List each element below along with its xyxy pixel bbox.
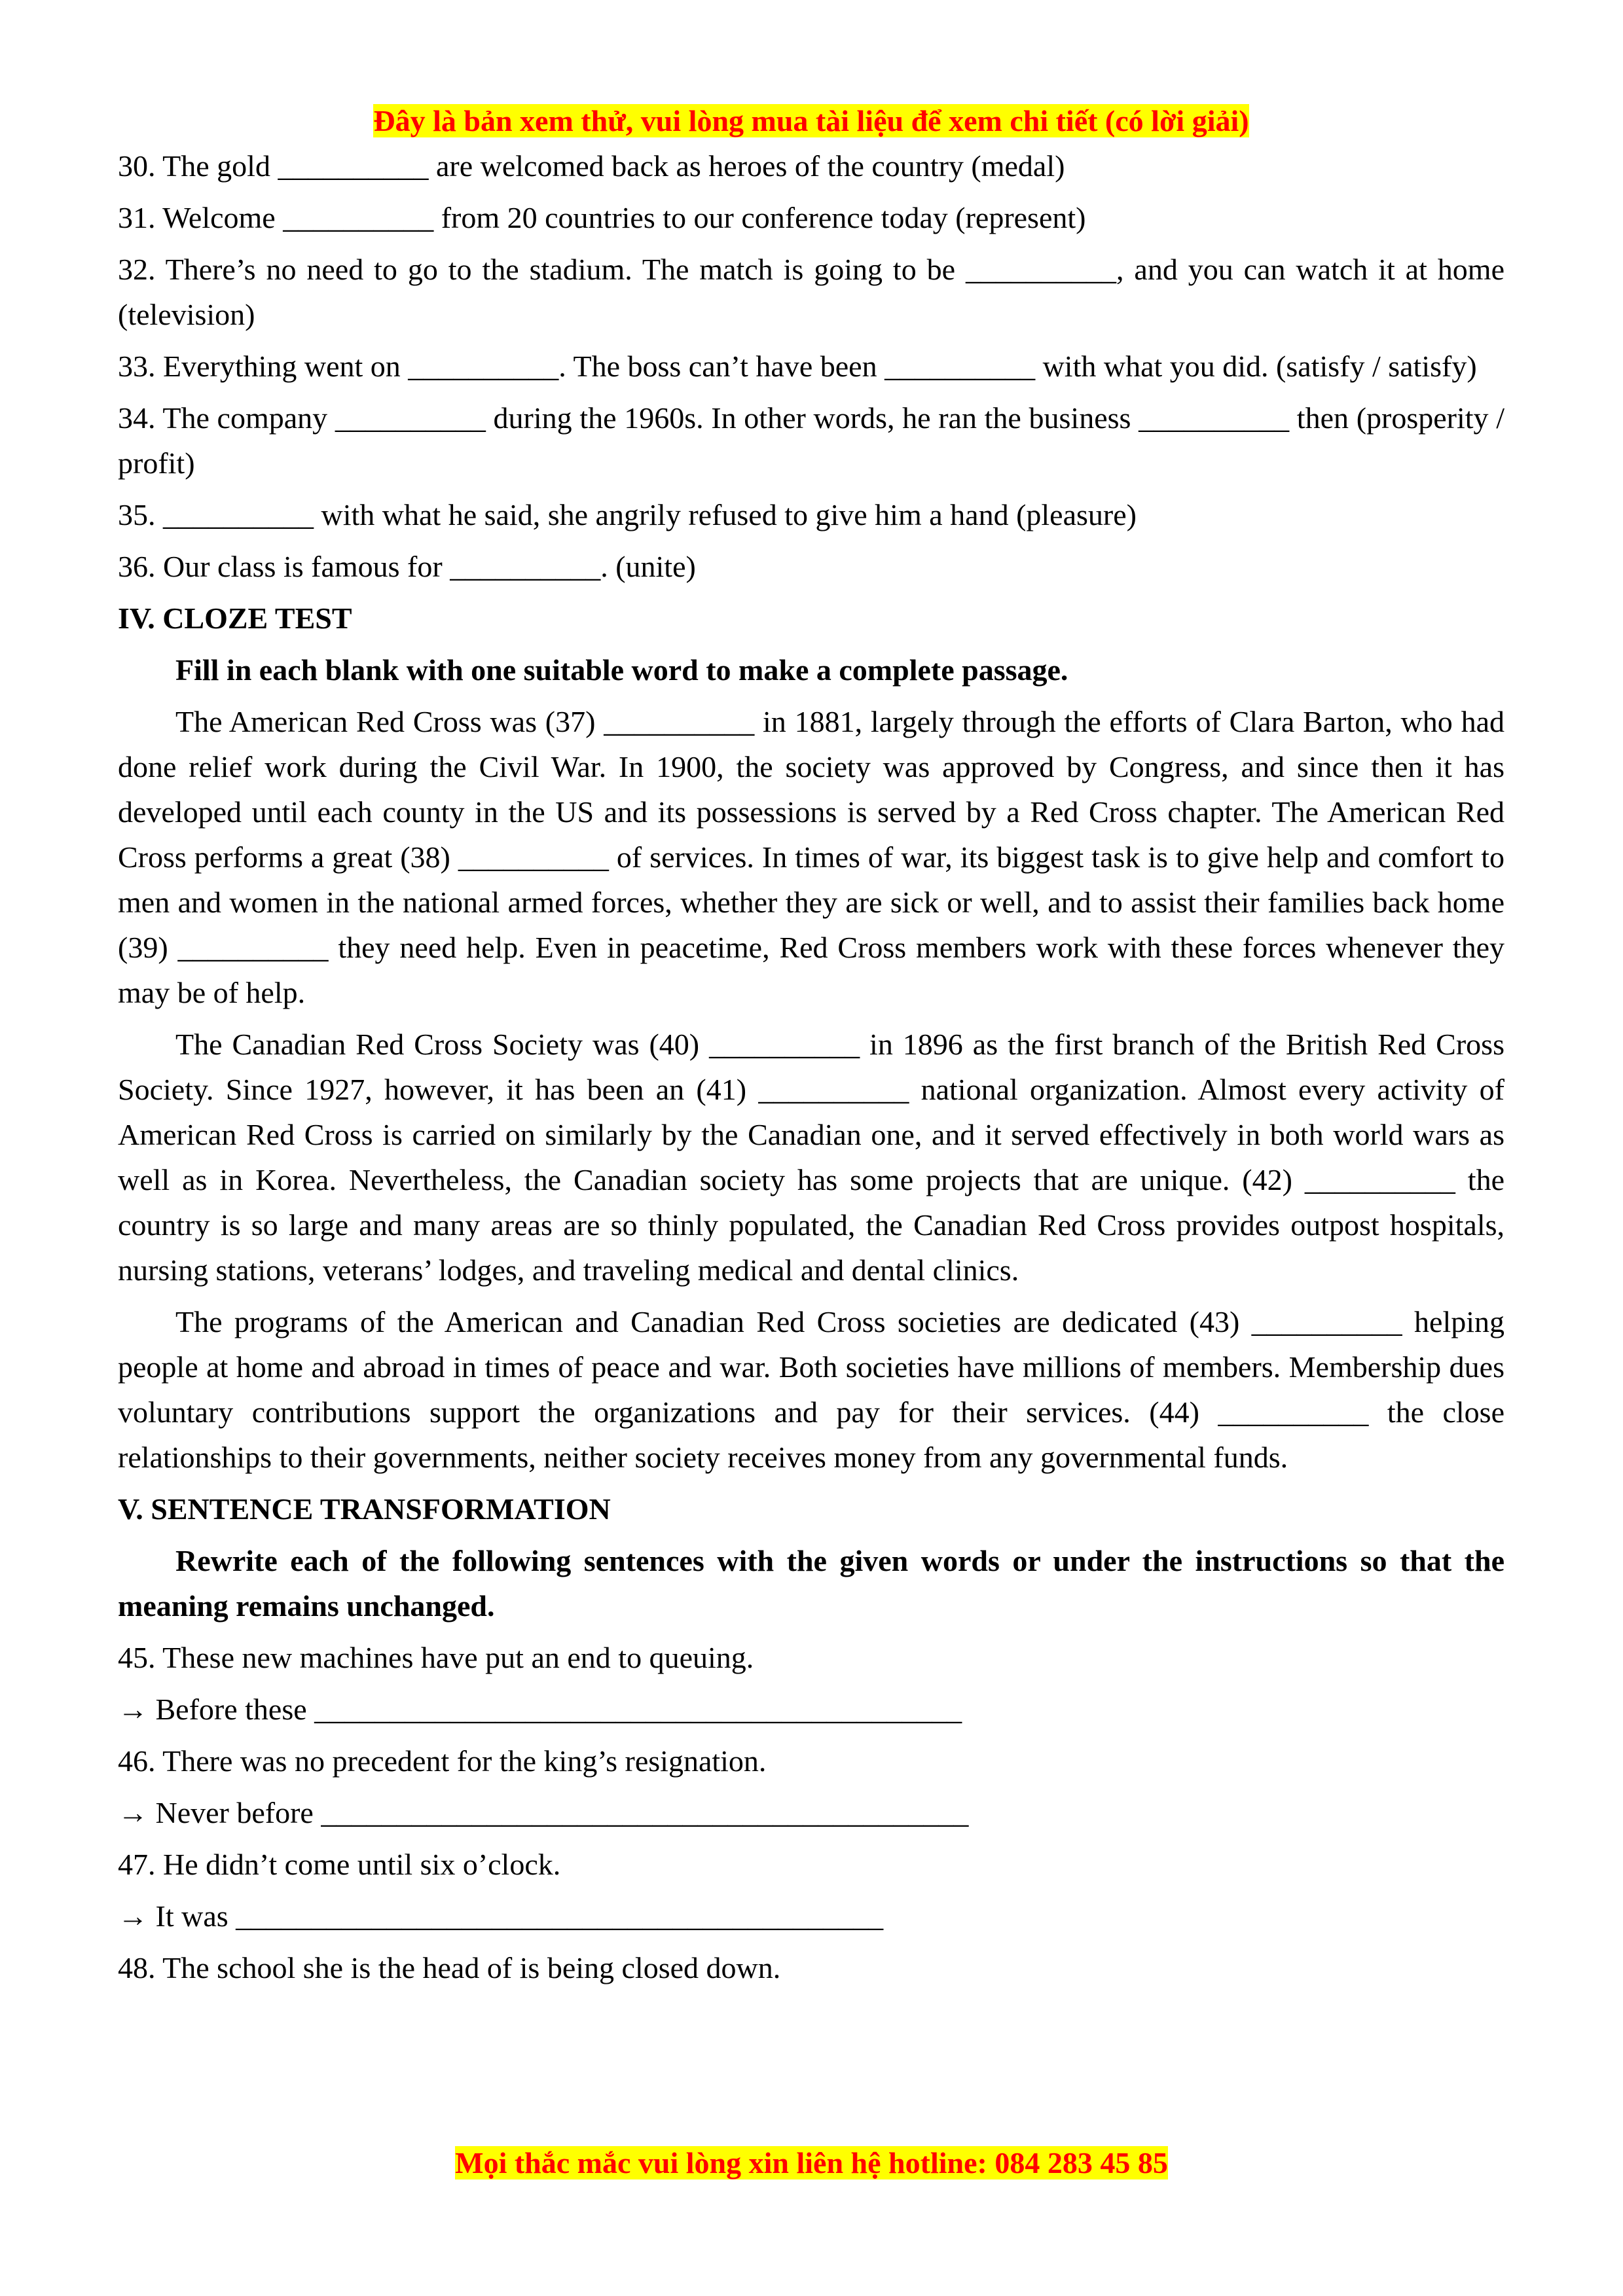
cloze-paragraph-2: The Canadian Red Cross Society was (40) __________ in 1896 as the first branch of the British Red Cross Society. Since 1927, however, it has been an (41) __________ national organization. Almost every activity of American Red Cross is carried on similarly by the Canadian one, and it served effectively in both world wars as well as in Korea. Nevertheless, the Canadian society has some projects that are unique. (42) __________ the country is so large and many areas are so thinly populated, the Canadian Red Cross provides outpost hospitals, nursing stations, veterans’ lodges, and traveling medical and dental clinics. [118,1028,1504,1287]
question-48: 48. The school she is the head of is being closed down. [118,1951,781,1984]
question-46: 46. There was no precedent for the king’s resignation. [118,1744,767,1778]
transformation-instruction: Rewrite each of the following sentences with the given words or under the instructions so that the meaning remains unchanged. [118,1544,1504,1623]
word-form-section [118,143,1504,589]
answer-line-45: → Before these ___________________________________________ [118,1693,962,1726]
answer-line-47: → It was ___________________________________________ [118,1899,884,1933]
cloze-paragraph-3: The programs of the American and Canadian Red Cross societies are dedicated (43) __________ helping people at home and abroad in times of peace and war. Both societies have millions of members. Membership dues voluntary contributions support the organizations and pay for their services. (44) __________ the close relationships to their governments, neither society receives money from any governmental funds. [118,1305,1504,1474]
hotline-banner-text: Mọi thắc mắc vui lòng xin liên hệ hotline: 084 283 45 85 [455,2146,1168,2179]
cloze-heading: IV. CLOZE TEST [118,601,352,635]
question-47: 47. He didn’t come until six o’clock. [118,1848,561,1881]
preview-banner-text: Đây là bản xem thử, vui lòng mua tài liệu để xem chi tiết (có lời giải) [373,104,1249,137]
transformation-heading: V. SENTENCE TRANSFORMATION [118,1492,611,1526]
question-36: 36. Our class is famous for __________. (unite) [118,550,696,583]
preview-banner [118,98,1504,143]
question-31: 31. Welcome __________ from 20 countries to our conference today (represent) [118,201,1086,234]
transformation-section [118,1486,1504,1990]
question-33: 33. Everything went on __________. The boss can’t have been __________ with what you did. (satisfy / satisfy) [118,350,1477,383]
answer-line-46: → Never before ___________________________________________ [118,1796,969,1829]
question-45: 45. These new machines have put an end to queuing. [118,1641,754,1674]
cloze-instruction: Fill in each blank with one suitable word to make a complete passage. [175,653,1068,687]
question-32: 32. There’s no need to go to the stadium. The match is going to be __________, and you can watch it at home (television) [118,253,1504,331]
hotline-banner [0,2140,1623,2185]
question-35: 35. __________ with what he said, she angrily refused to give him a hand (pleasure) [118,498,1137,531]
cloze-paragraph-1: The American Red Cross was (37) __________ in 1881, largely through the efforts of Clara Barton, who had done relief work during the Civil War. In 1900, the society was approved by Congress, and since then it has developed until each county in the US and its possessions is served by a Red Cross chapter. The American Red Cross performs a great (38) __________ of services. In times of war, its biggest task is to give help and comfort to men and women in the national armed forces, whether they are sick or well, and to assist their families back home (39) __________ they need help. Even in peacetime, Red Cross members work with these forces whenever they may be of help. [118,705,1504,1009]
question-30: 30. The gold __________ are welcomed back as heroes of the country (medal) [118,149,1065,183]
question-34: 34. The company __________ during the 1960s. In other words, he ran the business __________ then (prosperity / profit) [118,401,1504,480]
cloze-section [118,596,1504,1480]
document-page [118,98,1504,1990]
